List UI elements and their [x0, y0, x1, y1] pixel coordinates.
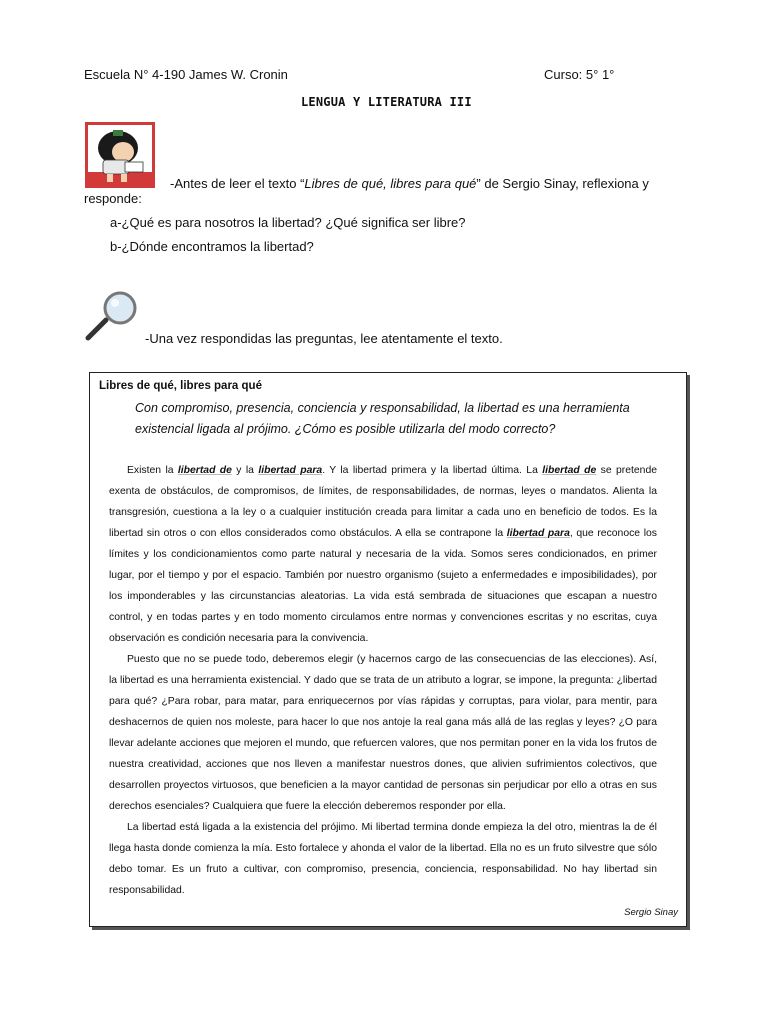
article-body: [109, 460, 657, 901]
magnifying-glass-icon: [84, 290, 140, 342]
question-a: a-¿Qué es para nosotros la libertad? ¿Qué significa ser libre?: [110, 215, 466, 230]
paragraph-3: La libertad está ligada a la existencia del prójimo. Mi libertad termina donde empieza la del otro, mientras la de él llega hasta donde comienza la mía. Esto fortalece y ahonda el valor de la libertad. Ella no es un fruto silvestre que sólo debo tomar. Es un fruto a cultivar, con compromiso, presencia, conciencia, responsabilidad. No hay libertad sin responsabilidad.: [109, 822, 657, 896]
read-instruction: -Una vez respondidas las preguntas, lee atentamente el texto.: [145, 331, 503, 346]
author-signature: Sergio Sinay: [624, 907, 678, 918]
article-title: Libres de qué, libres para qué: [99, 380, 262, 392]
course-label: Curso: 5° 1°: [544, 67, 615, 82]
article-box: [89, 372, 687, 927]
intro-line-cont: responde:: [84, 191, 142, 206]
question-b: b-¿Dónde encontramos la libertad?: [110, 239, 314, 254]
page-title: LENGUA Y LITERATURA III: [301, 95, 472, 109]
girl-reading-illustration: [85, 122, 155, 188]
paragraph-2: Puesto que no se puede todo, deberemos elegir (y hacernos cargo de las consecuencias de las elecciones). Así, la libertad es una herramienta existencial. Y dado que se trata de un atributo a lograr, se impone, la pregunta: ¿libertad para qué? ¿Para robar, para matar, para enriquecernos por vías rápidas y corruptas, para violar, para mentir, para deshacernos de quien nos moleste, para hacer lo que nos antoje la real gana más allá de las reglas y leyes? ¿O para llevar adelante acciones que mejoren el mundo, que refuercen valores, que nos permitan poner en la vida los frutos de nuestra creatividad, acciones que nos lleven a manifestar nuestros dones, que alivien sufrimientos colectivos, que desarrollen proyectos virtuosos, que beneficien a la mayor cantidad de personas sin perjudicar por ello a otras en sus derechos esenciales? Cualquiera que fuere la elección deberemos responder por ella.: [109, 654, 657, 812]
school-name: Escuela N° 4-190 James W. Cronin: [84, 67, 288, 82]
intro-line: -Antes de leer el texto “Libres de qué, libres para qué” de Sergio Sinay, reflexiona y: [170, 176, 649, 191]
book-title: Libres de qué, libres para qué: [304, 176, 477, 191]
article-subtitle: Con compromiso, presencia, conciencia y responsabilidad, la libertad es una herramienta existencial ligada al prójimo. ¿Cómo es posible utilizarla del modo correcto?: [135, 401, 630, 436]
paragraph-1: Existen la libertad de y la libertad para. Y la libertad primera y la libertad última. La libertad de se pretende exenta de obstáculos, de compromisos, de límites, de responsabilidades, de normas, leyes o mandatos. Alienta la transgresión, cuestiona a la ley o a cualquier institución creada para limitar a cada uno en beneficio de todos. Es la libertad sin otros o con ellos considerados como obstáculos. A ella se contrapone la libertad para, que reconoce los límites y los condicionamientos como parte natural y necesaria de la vida. Somos seres condicionados, en primer lugar, por el tiempo y por el espacio. También por nuestro organismo (sujeto a enfermedades e imposibilidades), por los imponderables y las circunstancias aleatorias. La vida está sembrada de situaciones que escapan a nuestro control, y en todas partes y en todo momento circulamos entre normas y convenciones escritas y no escritas, cuya observación es condición necesaria para la convivencia.: [109, 465, 657, 644]
